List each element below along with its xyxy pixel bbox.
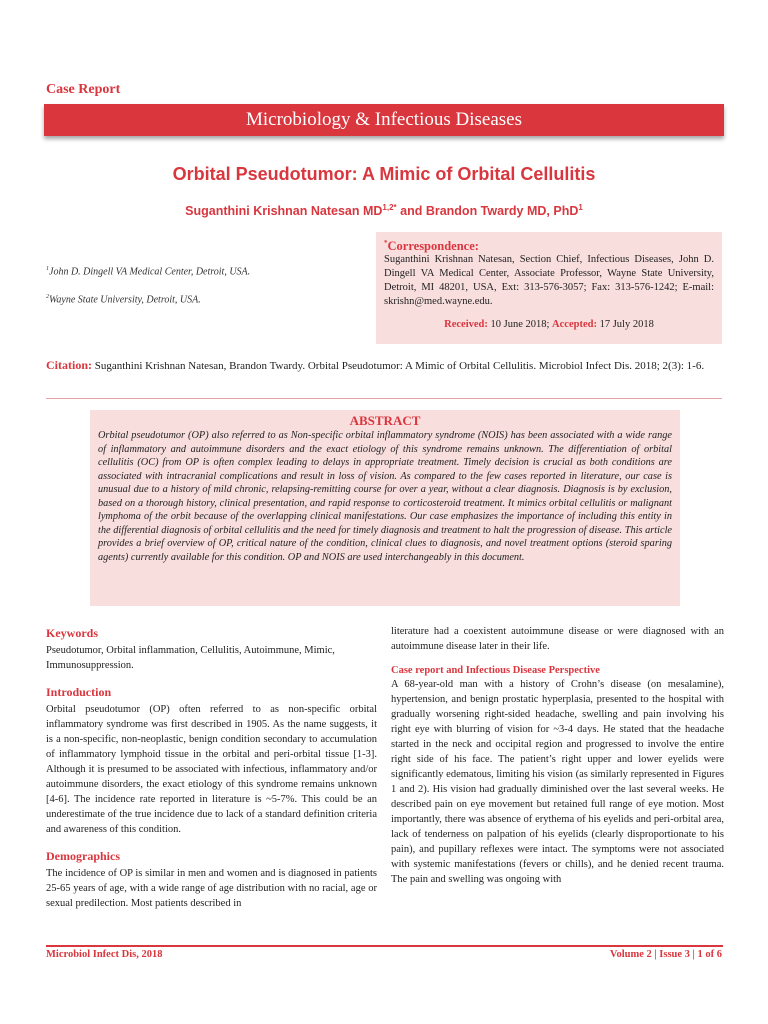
abstract-text: Orbital pseudotumor (OP) also referred to as Non-specific orbital inflammatory syndrome (NOIS) has been associated with a wide range of inflammatory and autoimmune disorders and the exact etiology of this syndrome remains unknown. The differentiation of orbital cellulitis (OC) from OP is often complex leading to delays in appropriate treatment. Timely decision is crucial as both conditions are associated with intracranial complications and result in loss of vision. As compared to the few cases reported in literature, our case is unusual due to a history of mild chronic, relapsing-remitting course for over a year, without a clear diagnosis. Diagnosis is by exclusion, based on a thorough history, clinical presentation, and rapid response to corticosteroid treatment. It mimics orbital cellulitis or malignant lymphoma of the orbit because of the overlapping clinical manifestations. Our case emphasizes the importance of including this entity in the differential diagnosis of orbital cellulitis and the need for timely diagnosis and treatment to halt the progression of disease. This article provides a brief overview of OP, critical nature of the condition, clinical clues to diagnosis, and novel treatment options (steroid sparing agents) currently available for this condition. OP and NOIS are used interchangeably in this document. [98, 430, 672, 563]
case-report-text: A 68-year-old man with a history of Crohn’s disease (on mesalamine), hypertension, and benign prostatic hyperplasia, presented to the hospital with gradually worsening right-sided headache, swelling and pain involving his right eye with blurring of vision for ~3-4 days. He stated that the headache started in the neck and occipital region and progressed to involve the entire right side of his face. The patient’s right upper and lower eyelids were significantly edematous, limiting his vision (as similarly represented in Figures 1 and 2). His vision had gradually diminished over the last several weeks. He described pain on eye movement but retained full range of eye motion. Most importantly, there was absence of erythema of his eyelids and peri-orbital area, lack of tenderness on palpation of his eyelids (clearly disproportionate to his pain), and pupillary reflexes were intact. The symptoms were not associated with systemic manifestations (fevers or chills), and he denied recent trauma. The pain and swelling was ongoing with [391, 679, 724, 885]
case-report-heading: Case report and Infectious Disease Perspective [391, 665, 600, 676]
received-label: Received: [444, 319, 488, 331]
correspondence-star: * [384, 239, 388, 247]
author-1-affiliation-mark: 1,2* [382, 203, 397, 212]
footer-divider [46, 945, 723, 947]
introduction-heading: Introduction [46, 685, 112, 699]
affiliation-2-mark: 2 [46, 294, 49, 300]
affiliation-1 [46, 266, 250, 277]
footer-page-info: Volume 2 | Issue 3 | 1 of 6 [609, 949, 722, 960]
abstract-heading: ABSTRACT [349, 413, 421, 428]
affiliation-2 [46, 294, 201, 305]
accepted-date: 17 July 2018 [596, 319, 654, 331]
continuation-text: literature had a coexistent autoimmune disease or were diagnosed with an autoimmune disease later in their life. [391, 626, 724, 652]
left-column [46, 626, 377, 911]
right-column [391, 624, 724, 887]
author-2-affiliation-mark: 1 [578, 203, 583, 212]
journal-name: Microbiology & Infectious Diseases [246, 109, 522, 130]
author-connector: and [396, 204, 426, 219]
citation-text: Suganthini Krishnan Natesan, Brandon Twardy. Orbital Pseudotumor: A Mimic of Orbital Cellulitis. Microbiol Infect Dis. 2018; 2(3): 1-6. [92, 360, 705, 372]
footer-journal: Microbiol Infect Dis, 2018 [46, 949, 163, 960]
affiliation-1-mark: 1 [46, 266, 49, 272]
accepted-label: Accepted: [552, 319, 597, 331]
keywords-text: Pseudotumor, Orbital inflammation, Cellulitis, Autoimmune, Mimic, Immunosuppression. [46, 645, 335, 671]
correspondence-box [376, 232, 722, 344]
affiliation-1-text: John D. Dingell VA Medical Center, Detroit, USA. [49, 266, 251, 278]
citation-label: Citation: [46, 358, 92, 372]
correspondence-heading [384, 236, 714, 253]
article-type-label: Case Report [46, 82, 121, 97]
keywords-heading: Keywords [46, 626, 98, 640]
demographics-text: The incidence of OP is similar in men and women and is diagnosed in patients 25-65 years of age, with a wide range of age distribution with no racial, age or sexual predilection. Most patients described in [46, 868, 377, 909]
abstract-box [90, 410, 680, 606]
citation-divider [46, 398, 722, 399]
author-2: Brandon Twardy MD, PhD [425, 204, 579, 219]
author-line [0, 203, 768, 218]
correspondence-body: Suganthini Krishnan Natesan, Section Chief, Infectious Diseases, John D. Dingell VA Medical Center, Associate Professor, Wayne State University, Detroit, MI 48201, USA, Ext: 313-576-3057; Fax: 313-576-1242; E-mail: skrishn@med.wayne.edu. [384, 254, 714, 308]
journal-banner [44, 104, 724, 136]
article-title: Orbital Pseudotumor: A Mimic of Orbital Cellulitis [172, 164, 596, 184]
affiliation-2-text: Wayne State University, Detroit, USA. [49, 294, 201, 306]
received-date: 10 June 2018; [487, 319, 553, 331]
correspondence-heading-text: Correspondence: [387, 239, 479, 254]
introduction-text: Orbital pseudotumor (OP) often referred to as non-specific orbital inflammatory syndrome was first described in 1905. As the name suggests, it is a non-specific, non-neoplastic, benign condition secondary to accumulation of inflammatory lymphoid tissue in the orbital and peri-orbital tissue [1-3]. Although it is presumed to be associated with infectious, inflammatory and/or autoimmune disorders, the exact etiology of this syndrome remains unknown [4-6]. The incidence rate reported in literature is ~5-7%. This could be an underestimate of the true incidence due to lack of a standard definition criteria and awareness of this condition. [46, 704, 377, 835]
article-dates [384, 318, 714, 332]
citation [46, 358, 723, 374]
author-1: Suganthini Krishnan Natesan MD [185, 204, 383, 219]
demographics-heading: Demographics [46, 849, 120, 863]
